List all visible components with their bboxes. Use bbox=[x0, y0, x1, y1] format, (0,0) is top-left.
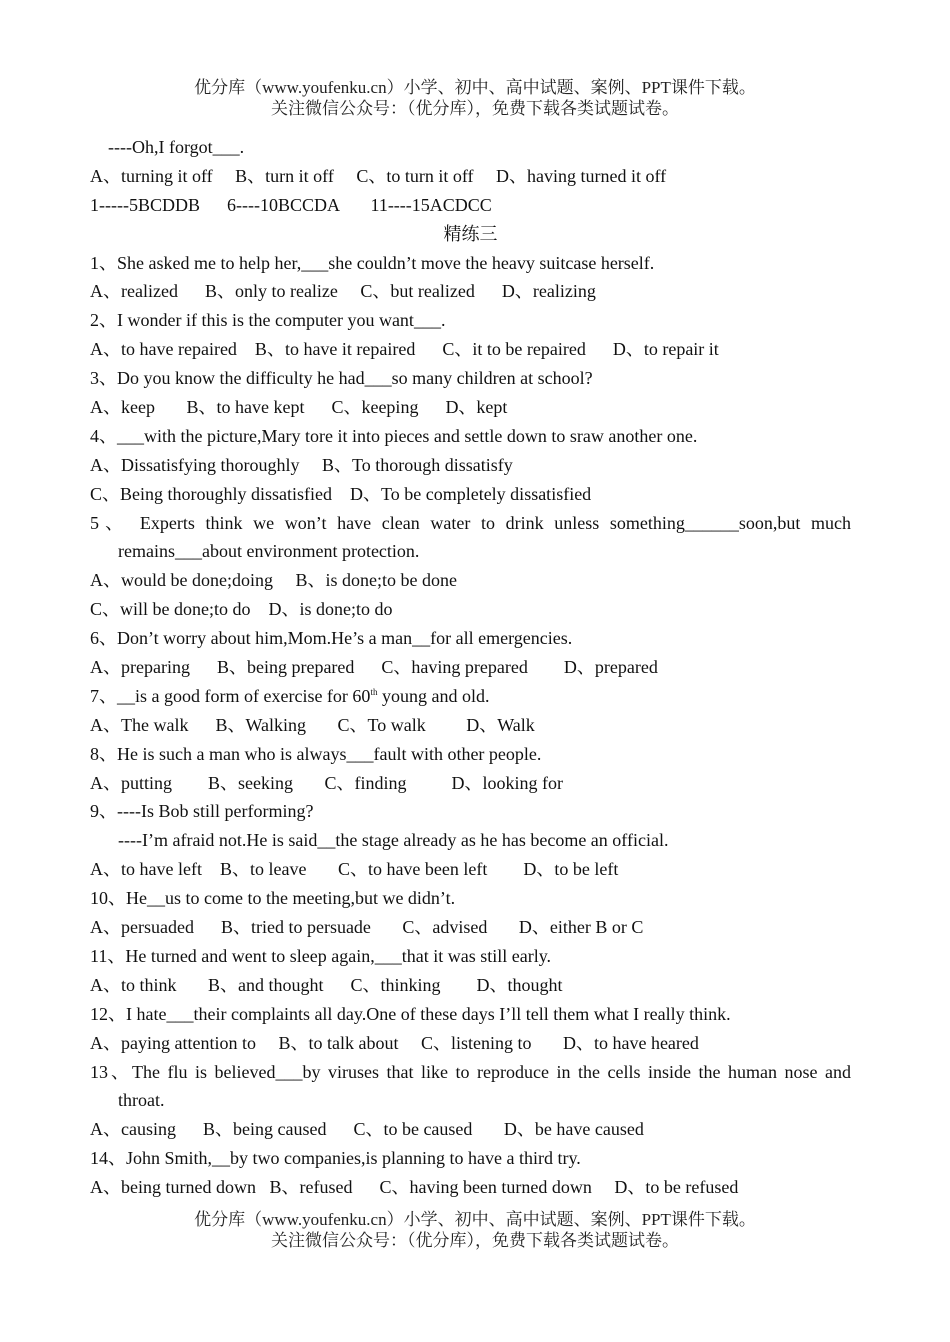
question-line-continued: ----I’m afraid not.He is said__the stage already as he has become an official. bbox=[118, 830, 669, 851]
question-line-continued: remains___about environment protection. bbox=[118, 541, 420, 562]
question-line: 12、I hate___their complaints all day.One of these days I’ll tell them what I really think. bbox=[90, 1003, 731, 1024]
question-line: 4、___with the picture,Mary tore it into pieces and settle down to sraw another one. bbox=[90, 425, 698, 446]
footer-line-1: 优分库（www.youfenku.cn）小学、初中、高中试题、案例、PPT课件下载。 bbox=[194, 1210, 756, 1229]
options-line: C、Being thoroughly dissatisfied D、To be completely dissatisfied bbox=[90, 483, 592, 504]
q7-text-end: young and old. bbox=[377, 685, 490, 706]
options-line: A、paying attention to B、to talk about C、listening to D、to have heared bbox=[90, 1032, 699, 1053]
options-line: A、being turned down B、refused C、having been turned down D、to be refused bbox=[90, 1177, 739, 1198]
question-line: 6、Don’t worry about him,Mom.He’s a man__for all emergencies. bbox=[90, 628, 573, 649]
q7-text: 7、__is a good form of exercise for 60 bbox=[90, 685, 371, 706]
question-line: 9、----Is Bob still performing? bbox=[90, 801, 314, 822]
question-line: 2、I wonder if this is the computer you want___. bbox=[90, 310, 446, 331]
options-line: A、would be done;doing B、is done;to be done bbox=[90, 570, 457, 591]
options-line: A、Dissatisfying thoroughly B、To thorough dissatisfy bbox=[90, 454, 513, 475]
options-line: A、causing B、being caused C、to be caused D、be have caused bbox=[90, 1119, 644, 1140]
options-line: A、to have repaired B、to have it repaired C、it to be repaired D、to repair it bbox=[90, 339, 719, 360]
text-line: ----Oh,I forgot___. bbox=[90, 137, 245, 157]
options-line: A、realized B、only to realize C、but realized D、realizing bbox=[90, 281, 596, 302]
question-line: 13、The flu is believed___by viruses that like to reproduce in the cells inside the human nose and bbox=[90, 1061, 851, 1082]
question-line: 14、John Smith,__by two companies,is planning to have a third try. bbox=[90, 1148, 581, 1169]
question-line: 3、Do you know the difficulty he had___so many children at school? bbox=[90, 368, 593, 389]
header-line-1: 优分库（www.youfenku.cn）小学、初中、高中试题、案例、PPT课件下载。 bbox=[194, 78, 756, 97]
question-line: 5、 Experts think we won’t have clean water to drink unless something______soon,but much bbox=[90, 512, 851, 533]
text-line: A、turning it off B、turn it off C、to turn it off D、having turned it off bbox=[90, 165, 667, 186]
options-line: A、putting B、seeking C、finding D、looking for bbox=[90, 772, 563, 793]
answer-key: 1-----5BCDDB 6----10BCCDA 11----15ACDCC bbox=[90, 194, 492, 215]
options-line: A、persuaded B、tried to persuade C、advised D、either B or C bbox=[90, 917, 644, 938]
question-line-continued: throat. bbox=[118, 1090, 165, 1111]
page-footer bbox=[0, 1209, 950, 1251]
question-line: 1、She asked me to help her,___she couldn’t move the heavy suitcase herself. bbox=[90, 252, 655, 273]
options-line: A、preparing B、being prepared C、having prepared D、prepared bbox=[90, 657, 658, 678]
exercise-content bbox=[90, 133, 851, 1202]
options-line: C、will be done;to do D、is done;to do bbox=[90, 599, 393, 620]
options-line: A、The walk B、Walking C、To walk D、Walk bbox=[90, 714, 535, 735]
question-line: 11、He turned and went to sleep again,___that it was still early. bbox=[90, 945, 552, 966]
footer-line-2: 关注微信公众号：（优分库），免费下载各类试题试卷。 bbox=[271, 1231, 679, 1250]
question-line: 8、He is such a man who is always___fault with other people. bbox=[90, 743, 542, 764]
superscript: th bbox=[370, 686, 378, 697]
options-line: A、keep B、to have kept C、keeping D、kept bbox=[90, 397, 508, 418]
header-line-2: 关注微信公众号：（优分库），免费下载各类试题试卷。 bbox=[271, 99, 679, 118]
page-header bbox=[0, 77, 950, 119]
question-line bbox=[90, 682, 851, 711]
section-title: 精练三 bbox=[443, 223, 498, 244]
question-line: 10、He__us to come to the meeting,but we didn’t. bbox=[90, 888, 456, 909]
options-line: A、to have left B、to leave C、to have been left D、to be left bbox=[90, 859, 619, 880]
options-line: A、to think B、and thought C、thinking D、thought bbox=[90, 974, 563, 995]
